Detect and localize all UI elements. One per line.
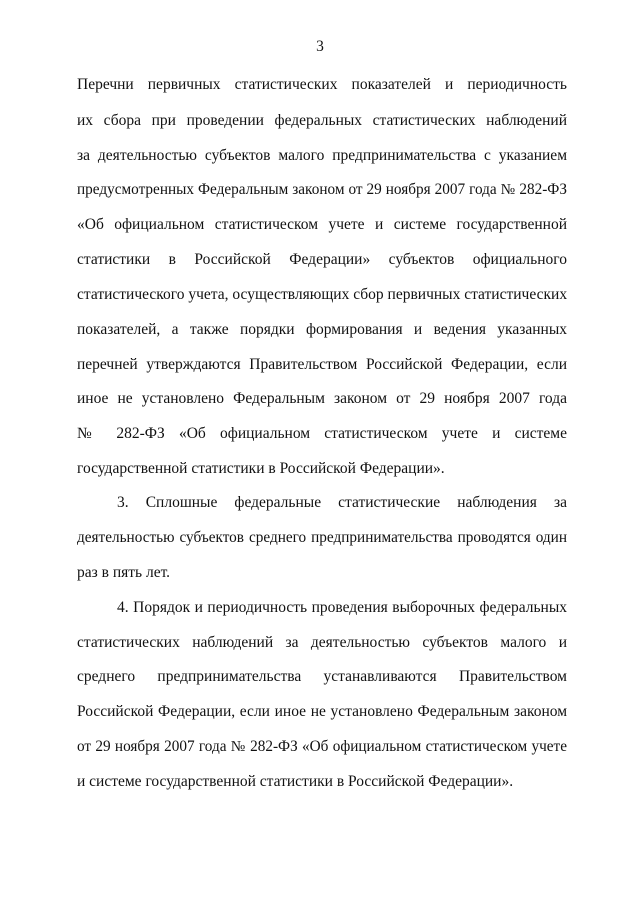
paragraph-1-line-10: иное не установлено Федеральным законом от 29 ноября 2007 года [77,390,567,407]
paragraph-3-line-4: Российской Федерации, если иное не установлено Федеральным законом [77,703,567,720]
paragraph-1-line-2: их сбора при проведении федеральных статистических наблюдений [77,112,567,129]
paragraph-2-line-3: раз в пять лет. [77,564,171,581]
paragraph-3-line-3: среднего предпринимательства устанавливаются Правительством [77,668,567,685]
paragraph-1-line-5: «Об официальном статистическом учете и системе государственной [77,216,567,233]
paragraph-3-line-1: 4. Порядок и периодичность проведения выборочных федеральных [117,599,567,616]
paragraph-2-line-2: деятельностью субъектов среднего предпринимательства проводятся один [77,529,567,546]
paragraph-1-line-3: за деятельностью субъектов малого предпринимательства с указанием [77,147,567,164]
paragraph-1-line-6: статистики в Российской Федерации» субъектов официального [77,251,567,268]
paragraph-3-line-2: статистических наблюдений за деятельностью субъектов малого и [77,634,567,651]
paragraph-1-line-4: предусмотренных Федеральным законом от 29 ноября 2007 года № 282-ФЗ [77,181,567,198]
page-number: 3 [316,38,324,55]
paragraph-3-line-6: и системе государственной статистики в Российской Федерации». [77,773,514,790]
paragraph-3-line-5: от 29 ноября 2007 года № 282-ФЗ «Об официальном статистическом учете [77,738,567,755]
paragraph-1-line-8: показателей, а также порядки формирования и ведения указанных [77,321,567,338]
paragraph-1-line-7: статистического учета, осуществляющих сбор первичных статистических [77,286,568,303]
paragraph-1-line-11: № 282-ФЗ «Об официальном статистическом учете и системе [77,425,567,442]
paragraph-2-line-1: 3. Сплошные федеральные статистические наблюдения за [117,494,567,511]
paragraph-1-line-9: перечней утверждаются Правительством Российской Федерации, если [77,356,567,373]
paragraph-1-line-1: Перечни первичных статистических показателей и периодичность [77,76,567,93]
paragraph-1-line-12: государственной статистики в Российской Федерации». [77,460,445,477]
